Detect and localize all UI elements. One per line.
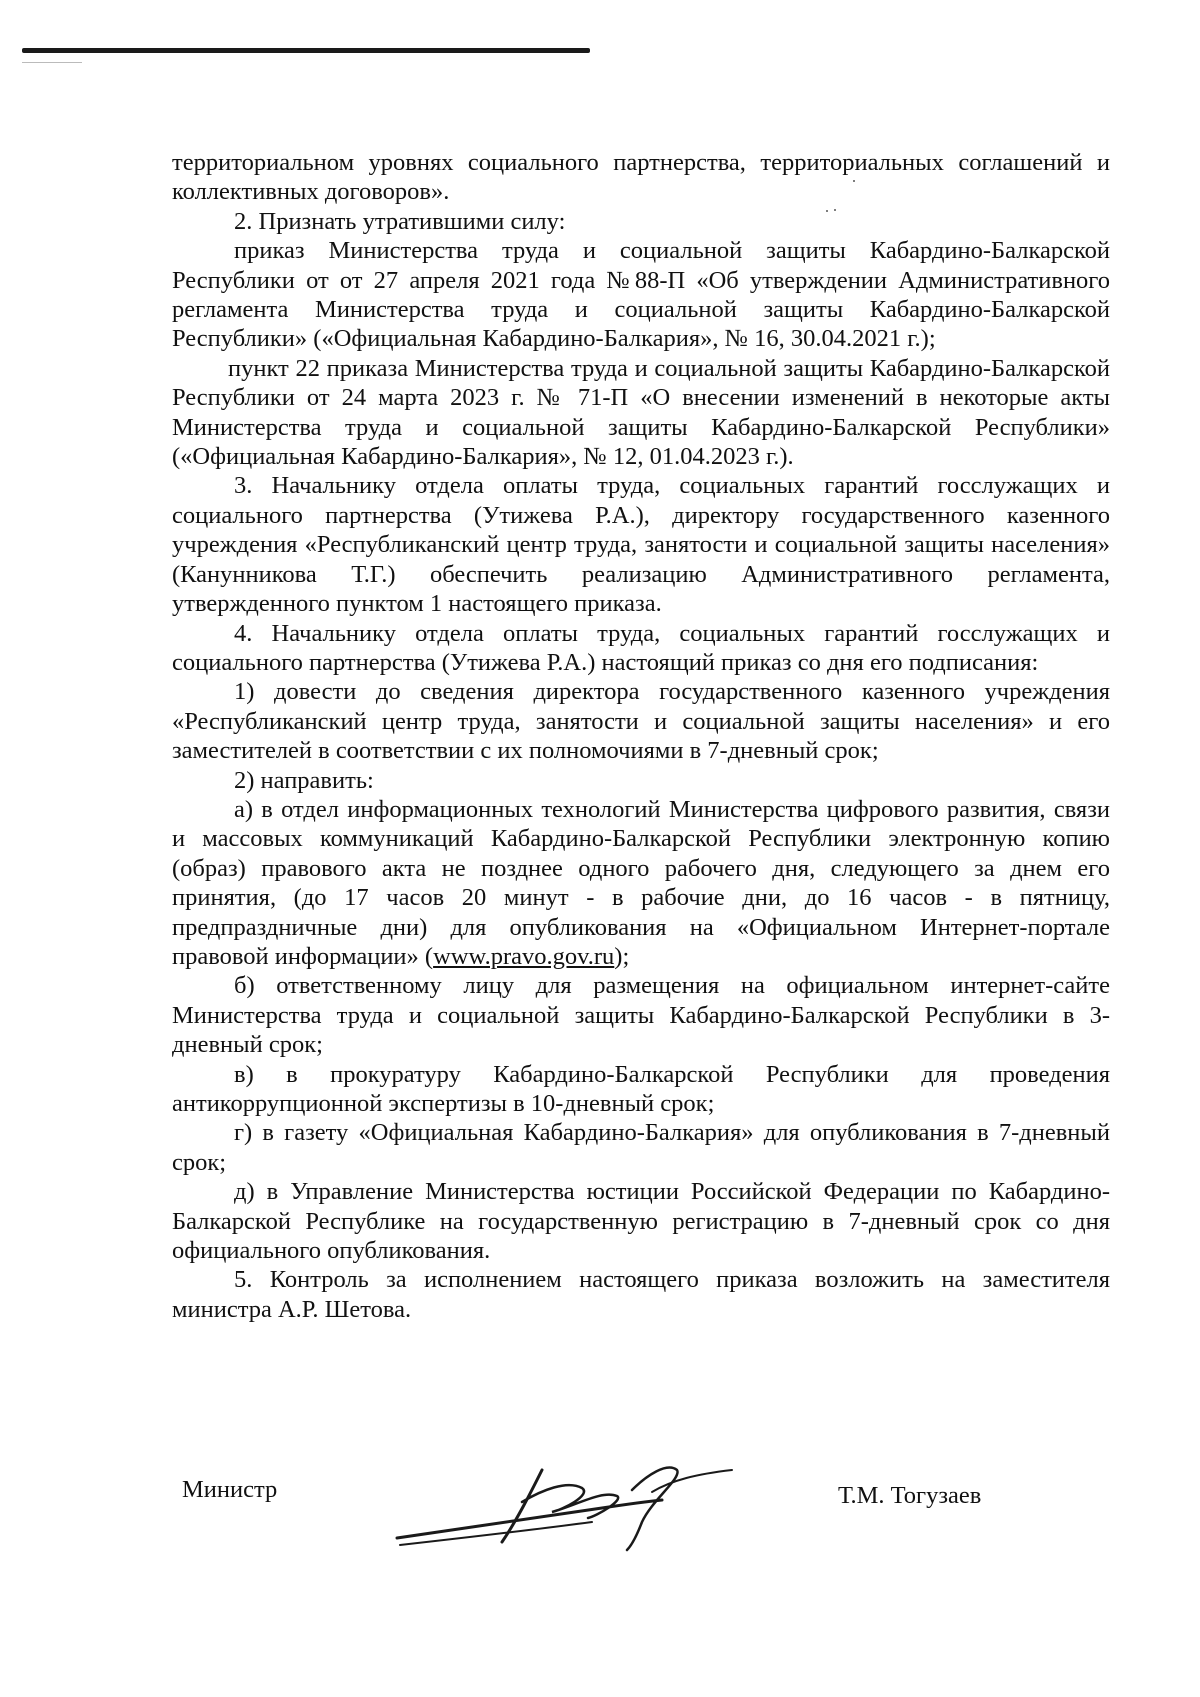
paragraph-4-item-2: 2) направить: (234, 766, 374, 794)
paragraph-4-item-2a-end: ); (614, 942, 630, 970)
paragraph-2-item-2: пункт 22 приказа Министерства труда и социальной защиты Кабардино-Балкарской Республики от 24 марта 2023 г. № 71-П «О внесении изменений в некоторые акты Министерства труда и социальной защиты Кабардино-Балкарской Республики» («Официальная Кабардино-Балкария», № 12, 01.04.2023 г.). (172, 354, 1110, 471)
paragraph-2-item-1: приказ Министерства труда и социальной защиты Кабардино-Балкарской Республики от от 27 апреля 2021 года №88-П «Об утверждении Административного регламента Министерства труда и социальной защиты Кабардино-Балкарской Республики» («Официальная Кабардино-Балкария», № 16, 30.04.2021 г.); (172, 237, 1110, 353)
paragraph-4-item-2d: д) в Управление Министерства юстиции Российской Федерации по Кабардино-Балкарской Республике на государственную регистрацию в 7-дневный срок со дня официального опубликования. (172, 1178, 1110, 1265)
paragraph-4-item-2a-text: а) в отдел информационных технологий Министерства цифрового развития, связи и массовых коммуникаций Кабардино-Балкарской Республики электронную копию (образ) правового акта не позднее одного рабочего дня, следующего за днем его принятия, (до 17 часов 20 минут - в рабочие дни, до 16 часов - в пятницу, предпраздничные дни) для опубликования на «Официальном Интернет-портале правовой информации» ( (172, 795, 1110, 970)
paragraph-4-item-2b: б) ответственному лицу для размещения на официальном интернет-сайте Министерства труда и социальной защиты Кабардино-Балкарской Республики в 3-дневный срок; (172, 972, 1110, 1059)
paragraph-4-item-2v: в) в прокуратуру Кабардино-Балкарской Республики для проведения антикоррупционной экспертизы в 10-дневный срок; (172, 1060, 1110, 1117)
paragraph-5: 5. Контроль за исполнением настоящего приказа возложить на заместителя министра А.Р. Шетова. (172, 1266, 1110, 1323)
paragraph-4-item-1: 1) довести до сведения директора государственного казенного учреждения «Республиканский центр труда, занятости и социальной защиты населения» и его заместителей в соответствии с их полномочиями в 7-дневный срок; (172, 678, 1110, 765)
scan-speck (853, 180, 855, 182)
document-body (172, 148, 1110, 1324)
paragraph-4-item-2a (172, 795, 1110, 971)
signer-name: Т.М. Тогузаев (838, 1482, 982, 1509)
header-rule-faint (22, 62, 82, 63)
paragraph-4-item-2g: г) в газету «Официальная Кабардино-Балкария» для опубликования в 7-дневный срок; (172, 1119, 1110, 1176)
scan-speck (834, 209, 836, 211)
paragraph-4: 4. Начальнику отдела оплаты труда, социальных гарантий госслужащих и социального партнерства (Утижева Р.А.) настоящий приказ со дня его подписания: (172, 619, 1110, 676)
handwritten-signature-icon (392, 1450, 742, 1560)
paragraph-2: 2. Признать утратившими силу: (234, 207, 566, 235)
header-rule (22, 48, 590, 53)
pravo-link[interactable]: www.pravo.gov.ru (433, 942, 615, 970)
signer-title: Министр (182, 1476, 278, 1503)
scan-speck (826, 210, 828, 212)
signature-block (0, 1460, 1200, 1580)
paragraph-continuation: территориальном уровнях социального партнерства, территориальных соглашений и коллективных договоров». (172, 149, 1110, 206)
paragraph-3: 3. Начальнику отдела оплаты труда, социальных гарантий госслужащих и социального партнерства (Утижева Р.А.), директору государственного казенного учреждения «Республиканский центр труда, занятости и социальной защиты населения» (Канунникова Т.Г.) обеспечить реализацию Административного регламента, утвержденного пунктом 1 настоящего приказа. (172, 472, 1110, 618)
